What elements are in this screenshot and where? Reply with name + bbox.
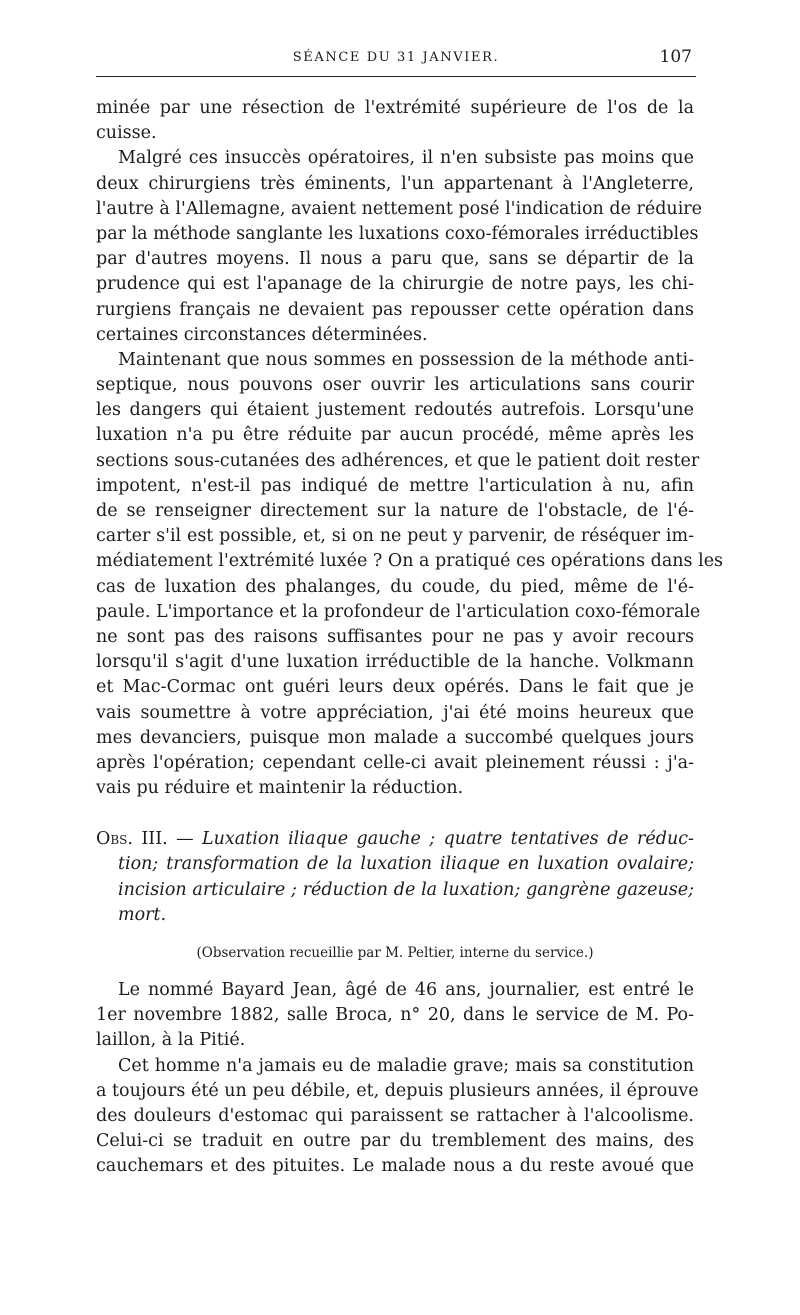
text-line: des douleurs d'estomac qui paraissent se rattacher à l'alcoolisme. — [96, 1105, 694, 1126]
text-line: mes devanciers, puisque mon malade a succombé quelques jours — [96, 727, 694, 748]
text-line: certaines circonstances déterminées. — [96, 324, 428, 345]
text-line: par d'autres moyens. Il nous a paru que, sans se départir de la — [96, 249, 694, 270]
text-line: après l'opération; cependant celle-ci avait pleinement réussi : j'a- — [96, 752, 694, 773]
observation-title-line: mort. — [118, 904, 167, 925]
text-line: vais pu réduire et maintenir la réduction. — [96, 778, 464, 799]
text-line: Maintenant que nous sommes en possession de la méthode anti- — [118, 349, 694, 370]
observation-title-line — [96, 827, 694, 852]
text-line: cauchemars et des pituites. Le malade nous a du reste avoué que — [96, 1156, 694, 1177]
text-line: médiatement l'extrémité luxée ? On a pratiqué ces opérations dans les — [96, 551, 724, 572]
text-line: sections sous-cutanées des adhérences, et que le patient doit rester — [96, 450, 700, 471]
paragraph — [96, 146, 703, 348]
text-line: carter s'il est possible, et, si on ne peut y parvenir, de réséquer im- — [96, 526, 694, 547]
text-line: a toujours été un peu débile, et, depuis plusieurs années, il éprouve — [96, 1080, 699, 1101]
text-line: laillon, à la Pitié. — [96, 1030, 246, 1051]
text-line: et Mac-Cormac ont guéri leurs deux opérés. Dans le fait que je — [96, 677, 694, 698]
text-line: de se renseigner directement sur la nature de l'obstacle, de l'é- — [96, 501, 694, 521]
text-line: luxation n'a pu être réduite par aucun procédé, même après les — [96, 425, 694, 446]
text-line: paule. L'importance et la profondeur de l'articulation coxo-fémorale — [96, 601, 701, 622]
text-line: par la méthode sanglante les luxations coxo-fémorales irréductibles — [96, 223, 699, 244]
running-title: SÉANCE DU 31 JANVIER. — [292, 50, 500, 65]
text-line: Malgré ces insuccès opératoires, il n'en subsiste pas moins que — [118, 148, 694, 169]
text-line: septique, nous pouvons oser ouvrir les articulations sans courir — [96, 375, 694, 396]
page-body — [96, 96, 724, 1180]
observation-heading — [96, 827, 694, 928]
paragraph — [96, 348, 724, 801]
observation-title-line: tion; transformation de la luxation iliaque en luxation ovalaire; — [118, 854, 694, 875]
text-line: Celui-ci se traduit en outre par du tremblement des mains, des — [96, 1131, 694, 1152]
paragraph-continued — [96, 96, 694, 146]
spacer — [96, 801, 694, 827]
observation-title-text: Luxation iliaque gauche ; quatre tentatives de réduc- — [202, 829, 694, 850]
text-line: impotent, n'est-il pas indiqué de mettre l'articulation à nu, afin — [96, 475, 694, 496]
text-line: cas de luxation des phalanges, du coude, du pied, même de l'é- — [96, 576, 694, 597]
text-line: rurgiens français ne devaient pas repousser cette opération dans — [96, 299, 694, 320]
observation-source: (Observation recueillie par M. Peltier, interne du service.) — [196, 945, 594, 961]
text-line: Cet homme n'a jamais eu de maladie grave; mais sa constitution — [118, 1055, 694, 1076]
text-line: 1er novembre 1882, salle Broca, n° 20, dans le service de M. Po- — [96, 1005, 694, 1026]
text-line: prudence qui est l'apanage de la chirurgie de notre pays, les chi- — [96, 274, 694, 295]
text-line: cuisse. — [96, 123, 157, 144]
text-line: lorsqu'il s'agit d'une luxation irréductible de la hanche. Volkmann — [96, 652, 694, 673]
text-line: minée par une résection de l'extrémité supérieure de l'os de la — [96, 98, 694, 118]
spacer — [96, 968, 694, 978]
paragraph — [96, 978, 694, 1054]
running-head — [96, 46, 696, 77]
text-line: deux chirurgiens très éminents, l'un appartenant à l'Angleterre, — [96, 173, 694, 194]
text-line: Le nommé Bayard Jean, âgé de 46 ans, journalier, est entré le — [118, 980, 694, 1000]
text-line: vais soumettre à votre appréciation, j'ai été moins heureux que — [96, 702, 694, 723]
observation-label: Obs. III. — — [96, 829, 194, 850]
text-line: ne sont pas des raisons suffisantes pour ne pas y avoir recours — [96, 626, 694, 647]
text-line: les dangers qui étaient justement redoutés autrefois. Lorsqu'une — [96, 400, 694, 421]
observation-title-line: incision articulaire ; réduction de la luxation; gangrène gazeuse; — [118, 879, 694, 900]
paragraph — [96, 1054, 699, 1180]
spacer — [96, 928, 694, 938]
text-line: l'autre à l'Allemagne, avaient nettement posé l'indication de réduire — [96, 198, 703, 219]
page-number: 107 — [659, 47, 692, 67]
